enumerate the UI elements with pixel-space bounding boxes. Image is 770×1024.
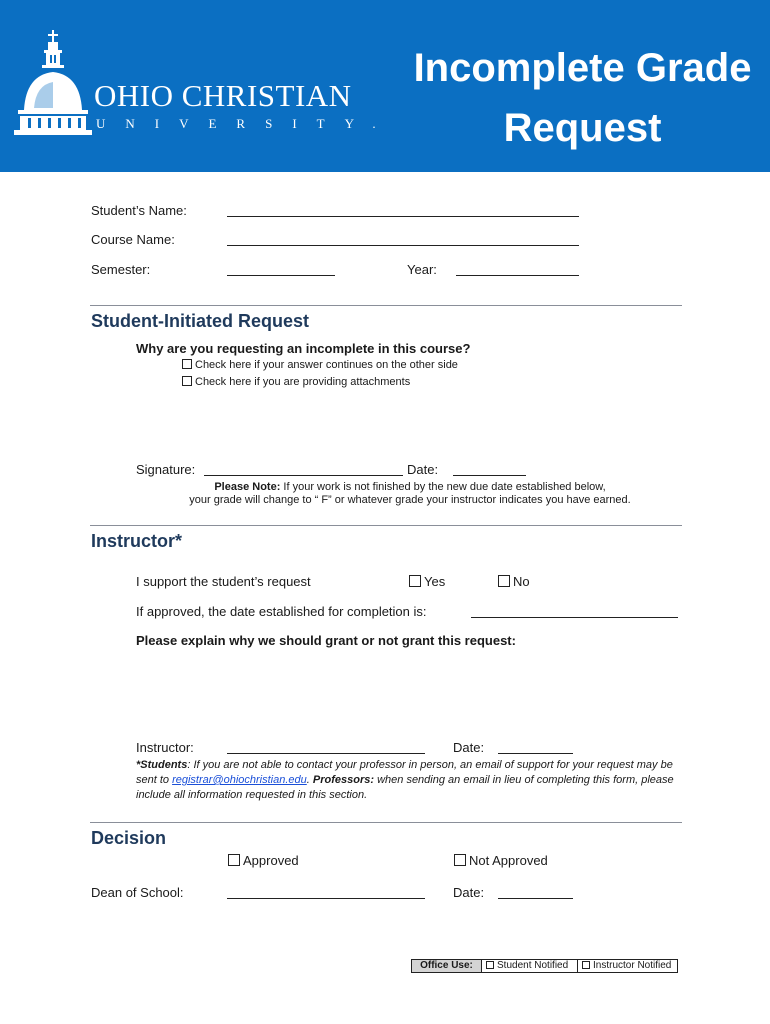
yes-label: Yes (424, 574, 446, 589)
please-note-line1: If your work is not finished by the new due date established below, (283, 481, 606, 493)
decision-section-title: Decision (91, 828, 167, 848)
student-name-field[interactable] (227, 205, 579, 217)
yes-checkbox[interactable] (409, 575, 421, 587)
student-date-label: Date: (407, 462, 439, 477)
not-approved-checkbox[interactable] (454, 854, 466, 866)
please-note-line2: your grade will change to “ F” or whatever grade your instructor indicates you have earned. (189, 494, 631, 506)
continue-other-side-option[interactable] (182, 359, 458, 371)
please-note-bold: Please Note: (214, 481, 281, 493)
attachments-checkbox[interactable] (182, 376, 192, 386)
footnote-professors: Professors: (312, 774, 375, 786)
approved-label: Approved (243, 853, 299, 868)
divider (90, 822, 682, 823)
dean-label: Dean of School: (91, 885, 184, 900)
continue-other-side-label: Check here if your answer continues on the other side (195, 359, 458, 371)
office-use-box (411, 959, 678, 973)
support-label: I support the student’s request (136, 574, 311, 589)
logo-subtitle: UNIVERSITY. (96, 116, 396, 131)
approved-option[interactable] (228, 853, 299, 868)
no-option[interactable] (498, 574, 530, 589)
course-name-label: Course Name: (91, 232, 175, 247)
footnote-part1: : If you are not able to contact your professor in person, an email of support for your request may be sent to (136, 759, 673, 786)
explain-label: Please explain why we should grant or not grant this request: (136, 633, 516, 648)
instructor-notified-checkbox[interactable] (582, 961, 590, 969)
footnote-students: *Students (136, 759, 188, 771)
completion-date-field[interactable] (471, 606, 678, 618)
dean-field[interactable] (227, 887, 425, 899)
instructor-field[interactable] (227, 742, 425, 754)
instructor-notified-label: Instructor Notified (593, 960, 672, 971)
no-label: No (513, 574, 530, 589)
student-notified-option[interactable] (482, 960, 578, 972)
instructor-date-label: Date: (453, 740, 485, 755)
instructor-label: Instructor: (136, 740, 194, 755)
page-title-line2: Request (503, 106, 662, 150)
instructor-date-field[interactable] (498, 742, 573, 754)
please-note (130, 481, 690, 493)
logo-name: OHIO CHRISTIAN (94, 78, 352, 113)
student-date-field[interactable] (453, 464, 526, 476)
attachments-option[interactable] (182, 376, 410, 388)
page-title-line1: Incomplete Grade (413, 46, 752, 90)
instructor-notified-option[interactable] (578, 960, 677, 972)
year-label: Year: (407, 262, 437, 277)
student-question: Why are you requesting an incomplete in this course? (136, 341, 471, 356)
completion-date-label: If approved, the date established for completion is: (136, 604, 427, 619)
not-approved-option[interactable] (454, 853, 548, 868)
footnote-part3: when sending an email in lieu of completing this form, please include all information requested in this section. (136, 774, 674, 801)
registrar-email-link[interactable]: registrar@ohiochristian.edu (172, 774, 307, 786)
yes-option[interactable] (409, 574, 445, 589)
dean-date-label: Date: (453, 885, 485, 900)
student-name-label: Student’s Name: (91, 203, 187, 218)
approved-checkbox[interactable] (228, 854, 240, 866)
course-name-field[interactable] (227, 234, 579, 246)
not-approved-label: Not Approved (469, 853, 548, 868)
student-notified-checkbox[interactable] (486, 961, 494, 969)
student-notified-label: Student Notified (497, 960, 569, 971)
instructor-section-title: Instructor* (91, 531, 183, 551)
continue-other-side-checkbox[interactable] (182, 359, 192, 369)
divider (90, 305, 682, 306)
year-field[interactable] (456, 264, 579, 276)
divider (90, 525, 682, 526)
signature-field[interactable] (204, 464, 403, 476)
semester-field[interactable] (227, 264, 335, 276)
office-use-label: Office Use: (412, 960, 482, 972)
no-checkbox[interactable] (498, 575, 510, 587)
student-section-title: Student-Initiated Request (91, 311, 310, 331)
page-title (410, 38, 755, 158)
semester-label: Semester: (91, 262, 151, 277)
header-banner (0, 0, 770, 172)
dean-date-field[interactable] (498, 887, 573, 899)
instructor-footnote (136, 758, 676, 803)
signature-label: Signature: (136, 462, 196, 477)
attachments-label: Check here if you are providing attachments (195, 376, 411, 388)
footnote-part2: . (306, 774, 313, 786)
